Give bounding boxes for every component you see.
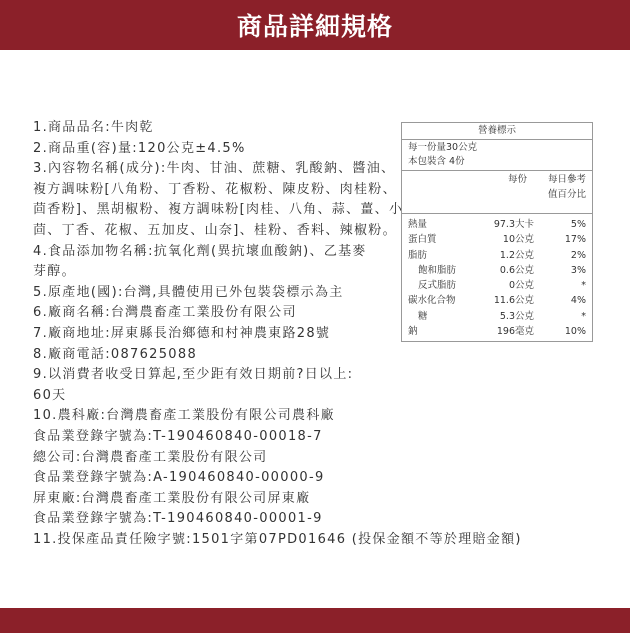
nutrient-name: 蛋白質 bbox=[408, 234, 437, 246]
servings-per-package: 本包裝含 4份 bbox=[408, 156, 465, 167]
daily-value-header-1: 每日參考 bbox=[547, 174, 586, 185]
spec-line: 複方調味粉[八角粉、丁香粉、花椒粉、陳皮粉、肉桂粉、 bbox=[33, 181, 397, 197]
nutrition-header bbox=[402, 171, 592, 214]
spec-line: 6.廠商名稱:台灣農畜產工業股份有限公司 bbox=[33, 305, 297, 321]
nutrient-amount: 11.6公克 bbox=[493, 295, 534, 307]
nutrition-row bbox=[402, 324, 592, 339]
nutrient-name: 熱量 bbox=[408, 219, 428, 230]
nutrient-amount: 97.3大卡 bbox=[493, 219, 534, 230]
nutrient-daily-value: 10% bbox=[564, 326, 586, 338]
nutrition-title: 營養標示 bbox=[402, 123, 592, 140]
footer-banner bbox=[0, 608, 630, 633]
nutrient-daily-value: 4% bbox=[570, 295, 586, 307]
per-serving-header: 每份 bbox=[508, 174, 528, 185]
nutrient-daily-value: 2% bbox=[570, 249, 586, 261]
nutrient-amount: 196毫克 bbox=[496, 326, 534, 338]
spec-line: 5.原產地(國):台灣,具體使用已外包裝袋標示為主 bbox=[33, 284, 344, 300]
nutrition-row bbox=[402, 217, 592, 232]
nutrition-facts-table bbox=[401, 122, 593, 342]
spec-line: 9.以消費者收受日算起,至少距有效日期前?日以上: bbox=[33, 367, 354, 383]
spec-line: 食品業登錄字號為:T-190460840-00001-9 bbox=[33, 511, 323, 527]
nutrient-daily-value: 17% bbox=[564, 234, 586, 246]
nutrition-row bbox=[402, 263, 592, 278]
nutrient-name: 糖 bbox=[418, 310, 428, 322]
nutrient-amount: 0公克 bbox=[508, 280, 534, 292]
nutrient-name: 脂肪 bbox=[408, 249, 428, 261]
nutrition-row bbox=[402, 309, 592, 324]
nutrient-amount: 1.2公克 bbox=[499, 249, 534, 261]
spec-line: 7.廠商地址:屏東縣長治鄉德和村神農東路28號 bbox=[33, 325, 331, 341]
spec-line: 3.內容物名稱(成分):牛肉、甘油、蔗糖、乳酸鈉、醬油、 bbox=[33, 161, 396, 177]
spec-line: 茴香粉]、黑胡椒粉、複方調味粉[肉桂、八角、蒜、薑、小 bbox=[33, 202, 404, 218]
spec-line: 屏東廠:台灣農畜產工業股份有限公司屏東廠 bbox=[33, 490, 311, 506]
nutrition-rows bbox=[402, 214, 592, 341]
page-title: 商品詳細規格 bbox=[236, 12, 393, 41]
nutrition-row bbox=[402, 232, 592, 247]
nutrient-name: 鈉 bbox=[408, 326, 418, 338]
nutrient-amount: 10公克 bbox=[502, 234, 534, 246]
spec-line: 4.食品添加物名稱:抗氧化劑(異抗壞血酸鈉)、乙基麥 bbox=[33, 243, 367, 259]
spec-line: 食品業登錄字號為:T-190460840-00018-7 bbox=[33, 428, 323, 444]
header-banner bbox=[0, 0, 630, 50]
nutrient-name: 飽和脂肪 bbox=[418, 264, 457, 276]
nutrient-name: 碳水化合物 bbox=[408, 295, 456, 307]
nutrition-row bbox=[402, 278, 592, 293]
spec-line: 60天 bbox=[33, 387, 67, 403]
spec-line: 2.商品重(容)量:120公克±4.5% bbox=[33, 140, 246, 156]
nutrient-daily-value: 3% bbox=[570, 264, 586, 276]
nutrition-row bbox=[402, 248, 592, 263]
nutrient-amount: 5.3公克 bbox=[499, 310, 534, 322]
nutrient-amount: 0.6公克 bbox=[499, 264, 534, 276]
serving-size: 每一份量30公克 bbox=[408, 142, 478, 153]
spec-line: 10.農科廠:台灣農畜產工業股份有限公司農科廠 bbox=[33, 408, 335, 424]
spec-line: 11.投保產品責任險字號:1501字第07PD01646 (投保金額不等於理賠金額) bbox=[33, 531, 522, 547]
nutrition-row bbox=[402, 293, 592, 308]
spec-line: 1.商品品名:牛肉乾 bbox=[33, 120, 154, 135]
spec-line: 總公司:台灣農畜產工業股份有限公司 bbox=[33, 449, 268, 465]
nutrient-name: 反式脂肪 bbox=[418, 280, 457, 292]
nutrient-daily-value: 5% bbox=[570, 219, 586, 230]
daily-value-header-2: 值百分比 bbox=[547, 189, 586, 200]
serving-info bbox=[402, 140, 592, 171]
nutrient-daily-value: * bbox=[581, 280, 586, 292]
nutrient-daily-value: * bbox=[581, 310, 586, 322]
spec-line: 食品業登錄字號為:A-190460840-00000-9 bbox=[33, 470, 325, 486]
spec-line: 8.廠商電話:087625088 bbox=[33, 346, 198, 362]
spec-line: 芽醇。 bbox=[33, 264, 76, 280]
spec-line: 茴、丁香、花椒、五加皮、山奈]、桂粉、香料、辣椒粉。 bbox=[33, 222, 397, 238]
